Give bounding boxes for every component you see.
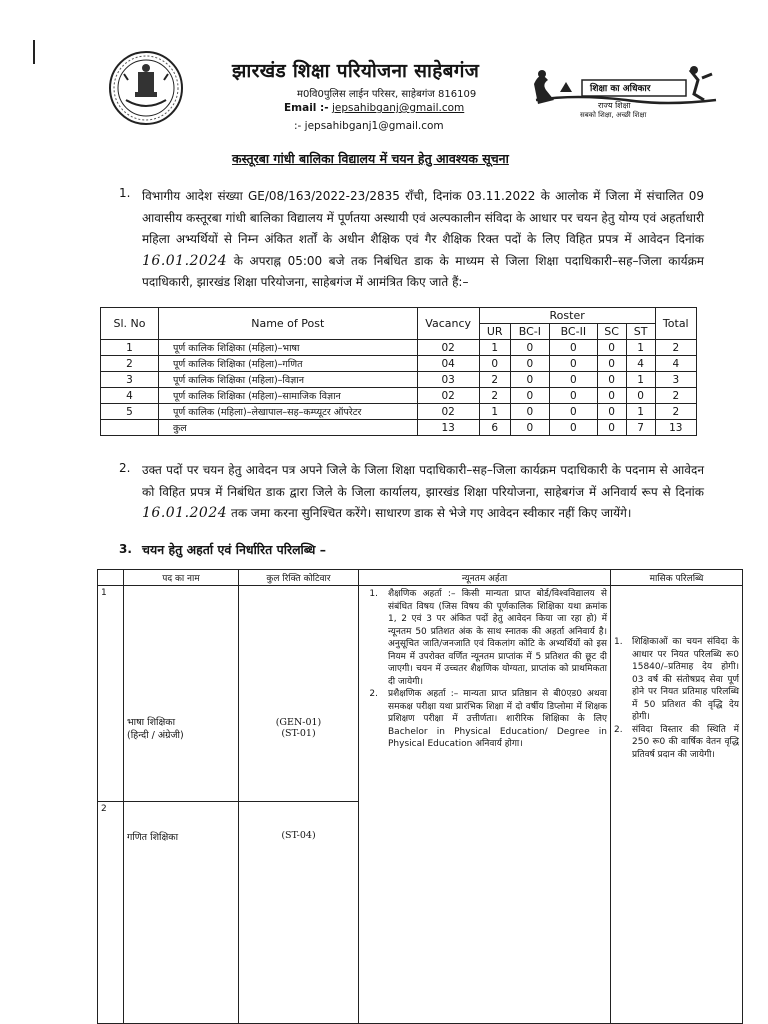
cell-st: 1 (626, 340, 655, 356)
col-bc2: BC-II (550, 324, 598, 340)
cell-ur: 1 (479, 404, 510, 420)
cell-bc2: 0 (550, 356, 598, 372)
cell-post-name: भाषा शिक्षिका (हिन्दी / अंग्रेजी) (124, 586, 239, 802)
qualification-item (362, 688, 607, 751)
logo-tagline: सबको शिक्षा, अच्छी शिक्षा (580, 111, 647, 119)
cell-total-label: कुल (158, 420, 417, 436)
cell-sl (101, 420, 159, 436)
cell-bc1: 0 (510, 340, 549, 356)
notice-title: कस्तूरबा गांधी बालिका विद्यालय में चयन हेतु आवश्यक सूचना (232, 151, 509, 166)
cell-ur: 0 (479, 356, 510, 372)
cell-bc1: 0 (510, 372, 549, 388)
cell-sl: 2 (101, 356, 159, 372)
table-row (101, 404, 697, 420)
cell-bc2: 0 (550, 420, 598, 436)
logo-subcaption: राज्य शिक्षा (598, 101, 631, 110)
cell-bc2: 0 (550, 340, 598, 356)
para-1-text-b: के अपराह्न 05:00 बजे तक निबंधित डाक के माध्यम से जिला शिक्षा पदाधिकारी–सह–जिला कार्यक्रम पदाधिकारी, झारखंड शिक्षा परियोजना, साहेबगंज में आमंत्रित किए जाते हैं:– (142, 253, 704, 289)
table-row (98, 586, 743, 802)
cell-sl: 3 (101, 372, 159, 388)
col-salary: मासिक परिलब्धि (611, 570, 743, 586)
item-text: शिक्षिकाओं का चयन संविदा के आधार पर नियत परिलब्धि रू0 15840/–प्रतिमाह देय होगी। 03 वर्ष की संतोषप्रद सेवा पूर्ण होने पर नियत प्रतिमाह परिलब्धि में 50 प्रतिशत की वृद्धि देय होगी। (632, 637, 739, 722)
cell-vacancy: 04 (417, 356, 479, 372)
para-1-number: 1. (119, 186, 131, 200)
cell-bc2: 0 (550, 372, 598, 388)
cell-category: (ST-04) (239, 802, 359, 1024)
salary-item (614, 636, 739, 724)
cell-category: (GEN-01) (ST-01) (239, 586, 359, 802)
para-2-text-a: उक्त पदों पर चयन हेतु आवेदन पत्र अपने जिले के जिला शिक्षा पदाधिकारी–सह–जिला कार्यक्रम पदाधिकारी के पदनाम से आवेदन को विहित प्रपत्र में निबंधित डाक द्वारा जिले के जिला कार्यालय, झारखंड शिक्षा परियोजना, साहेबगंज में अनिवार्य रूप से दिनांक (142, 463, 704, 499)
col-qualification: न्यूनतम अर्हता (359, 570, 611, 586)
jharkhand-emblem-icon (108, 50, 184, 126)
para-1 (142, 186, 704, 294)
cell-st: 4 (626, 356, 655, 372)
submission-date: 16.01.2024 (142, 505, 228, 521)
office-title: झारखंड शिक्षा परियोजना साहेबगंज (232, 60, 480, 82)
table-row (101, 372, 697, 388)
cell-total: 4 (655, 356, 696, 372)
email-label: Email :- (284, 102, 329, 114)
cell-st: 1 (626, 372, 655, 388)
cell-ur: 2 (479, 388, 510, 404)
item-number: 1. (369, 589, 378, 599)
item-number: 1. (614, 637, 623, 647)
office-address: म0वि0पुलिस लाईन परिसर, साहेबगंज 816109 (297, 89, 477, 100)
cell-post: पूर्ण कालिक शिक्षिका (महिला)–सामाजिक विज्ञान (158, 388, 417, 404)
cell-vacancy: 13 (417, 420, 479, 436)
salary-item (614, 724, 739, 762)
item-text: प्रशैक्षणिक अहर्ता :– मान्यता प्राप्त प्रतिष्ठान से बी0एड0 अथवा समकक्ष परीक्षा यथा प्रारंभिक शिक्षा में दो वर्षीय डिप्लोमा में शिक्षक प्रशिक्षण परीक्षा में उत्तीर्णता। शारीरिक शिक्षिका के लिए Bachelor in Physical Education/ Degree in Physical Education अनिवार्य होगा। (388, 689, 607, 749)
cell-bc1: 0 (510, 420, 549, 436)
logo-caption: शिक्षा का अधिकार (590, 84, 651, 94)
cell-sc: 0 (597, 356, 626, 372)
cell-sl: 2 (98, 802, 124, 1024)
cell-post: पूर्ण कालिक (महिला)–लेखापाल–सह–कम्प्यूटर ऑपरेटर (158, 404, 417, 420)
cell-sl: 5 (101, 404, 159, 420)
cell-total: 13 (655, 420, 696, 436)
cell-st: 1 (626, 404, 655, 420)
cell-vacancy: 03 (417, 372, 479, 388)
cell-ur: 6 (479, 420, 510, 436)
cell-ur: 1 (479, 340, 510, 356)
para-2-number: 2. (119, 461, 131, 475)
col-st: ST (626, 324, 655, 340)
cell-post: पूर्ण कालिक शिक्षिका (महिला)–विज्ञान (158, 372, 417, 388)
col-sl: Sl. No (101, 308, 159, 340)
email-link-1[interactable]: jepsahibganj@gmail.com (331, 102, 465, 114)
qualification-heading: चयन हेतु अहर्ता एवं निर्धारित परिलब्धि – (142, 542, 327, 557)
cell-bc1: 0 (510, 404, 549, 420)
cell-bc1: 0 (510, 388, 549, 404)
col-sc: SC (597, 324, 626, 340)
table-header-row (98, 570, 743, 586)
cell-vacancy: 02 (417, 340, 479, 356)
col-sl (98, 570, 124, 586)
vacancy-table (100, 307, 697, 436)
item-number: 2. (369, 689, 378, 699)
cell-post-name: गणित शिक्षिका (124, 802, 239, 1024)
cell-bc2: 0 (550, 388, 598, 404)
cell-st: 7 (626, 420, 655, 436)
para-2-text-b: तक जमा करना सुनिश्चित करेंगे। साधारण डाक से भेजे गए आवेदन स्वीकार नहीं किए जायेंगे। (227, 506, 632, 520)
qualification-table (97, 569, 743, 1024)
item-text: शैक्षणिक अहर्ता :– किसी मान्यता प्राप्त बोर्ड/विश्वविद्यालय से संबंधित विषय (जिस विषय की पूर्णकालिक शिक्षिका यथा क्रमांक 1, 2 एवं 3 पर अंकित पदों हेतु आवेदन किया जा रहा हो) में न्यूनतम 50 प्रतिशत अंक के साथ स्नातक की अहर्ता अनिवार्य है। अनुसूचित जाति/जनजाति एवं विकलांग कोटि के अभ्यर्थियों को इस नियम में उपरोक्त वर्णित न्यूनतम प्राप्तांक में 5 प्रतिशत की छूट दी जाएगी। चयन में उच्चतर शैक्षणिक योग्यता, प्राप्तांक को प्राथमिकता दी जायेगी। (388, 589, 607, 687)
cell-sc: 0 (597, 388, 626, 404)
col-post-name: पद का नाम (124, 570, 239, 586)
cell-total: 2 (655, 404, 696, 420)
cell-total: 2 (655, 388, 696, 404)
col-ur: UR (479, 324, 510, 340)
cell-st: 0 (626, 388, 655, 404)
deadline-date: 16.01.2024 (142, 252, 228, 269)
qualification-item (362, 588, 607, 688)
cell-vacancy: 02 (417, 388, 479, 404)
table-row (101, 340, 697, 356)
col-post: Name of Post (158, 308, 417, 340)
table-row (101, 388, 697, 404)
item-text: संविदा विस्तार की स्थिति में 250 रू0 की वार्षिक वेतन वृद्धि प्रतिवर्ष प्रदान की जायेगी। (632, 724, 739, 760)
cell-total: 2 (655, 340, 696, 356)
cell-total: 3 (655, 372, 696, 388)
cell-post: पूर्ण कालिक शिक्षिका (महिला)–गणित (158, 356, 417, 372)
email-line-1 (284, 102, 464, 114)
table-total-row (101, 420, 697, 436)
col-bc1: BC-I (510, 324, 549, 340)
cell-qualification (359, 586, 611, 1024)
table-header-row (101, 308, 697, 324)
cell-bc1: 0 (510, 356, 549, 372)
cell-sl: 1 (101, 340, 159, 356)
para-3-number: 3. (119, 542, 132, 556)
cell-sc: 0 (597, 404, 626, 420)
col-vacancy: Vacancy (417, 308, 479, 340)
para-1-text-a: विभागीय आदेश संख्या GE/08/163/2022-23/2835 राँची, दिनांक 03.11.2022 के आलोक में जिला में संचालित 09 आवासीय कस्तूरबा गांधी बालिका विद्यालय में पूर्णतया अस्थायी एवं अल्पकालीन संविदा के आधार पर चयन हेतु योग्य एवं अहर्ताधारी महिला अभ्यर्थियों से निम्न अंकित शर्तों के अधीन शैक्षिक एवं गैर शैक्षिक रिक्त पदों के लिए विहित प्रपत्र में आवेदन दिनांक (142, 189, 704, 246)
cell-salary (611, 586, 743, 1024)
cell-vacancy: 02 (417, 404, 479, 420)
cell-sl: 4 (101, 388, 159, 404)
cell-post: पूर्ण कालिक शिक्षिका (महिला)–भाषा (158, 340, 417, 356)
col-roster: Roster (479, 308, 655, 324)
margin-mark (33, 40, 35, 64)
col-category: कुल रिक्ति कोटिवार (239, 570, 359, 586)
cell-sc: 0 (597, 420, 626, 436)
cell-sc: 0 (597, 340, 626, 356)
email-line-2: :- jepsahibganj1@gmail.com (294, 120, 444, 132)
cell-sl: 1 (98, 586, 124, 802)
col-total: Total (655, 308, 696, 340)
table-row (101, 356, 697, 372)
para-2 (142, 460, 704, 525)
cell-bc2: 0 (550, 404, 598, 420)
cell-ur: 2 (479, 372, 510, 388)
cell-sc: 0 (597, 372, 626, 388)
item-number: 2. (614, 724, 623, 735)
